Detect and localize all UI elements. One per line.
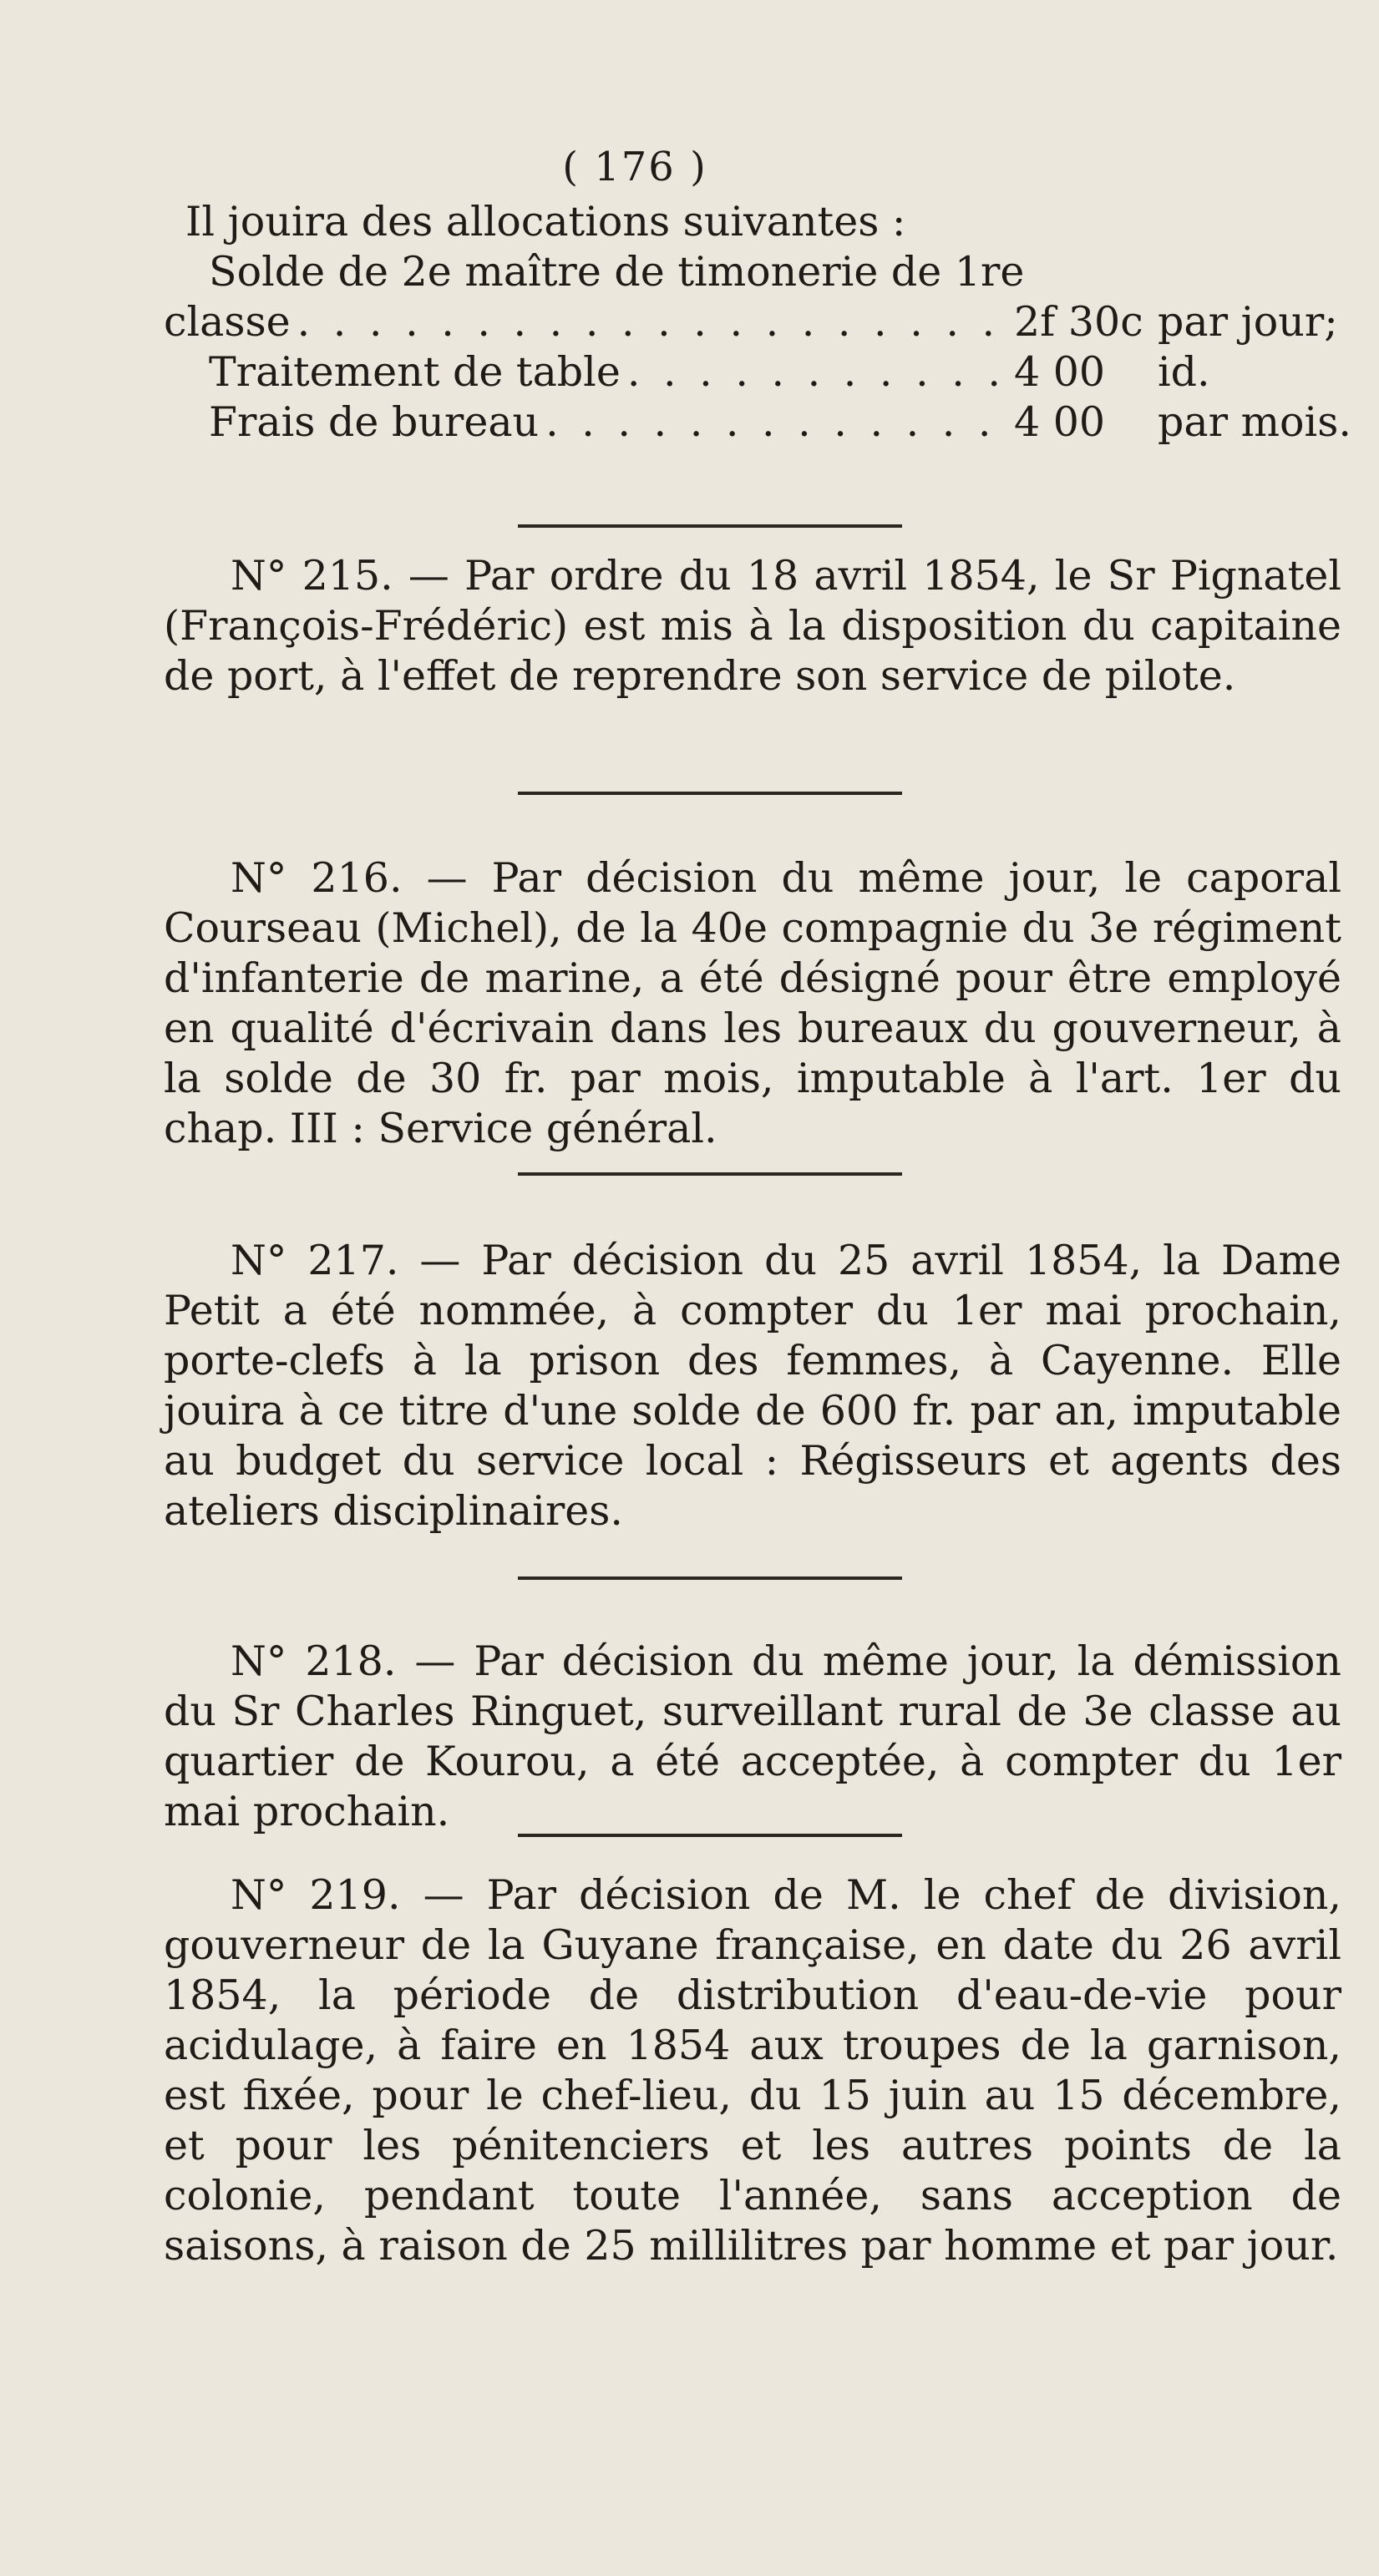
entry-paragraph [164,1870,1341,2271]
entry-number: N° 217. [231,1237,399,1284]
page-number: ( 176 ) [562,144,707,190]
allocation-label: Solde de 2e maître de timonerie de 1re [209,248,1025,296]
section-divider [518,524,902,528]
entry-number: N° 215. [231,552,393,600]
allocation-unit: par mois. [1158,398,1351,446]
allocation-amount: 2f 30c [1014,298,1143,346]
entry-number: N° 218. [231,1637,397,1685]
allocation-row-label-line [164,247,1341,297]
allocation-label: Traitement de table [209,348,621,396]
entry-paragraph [164,1637,1341,1837]
allocation-label: classe [164,298,291,346]
leader-dots [545,397,1007,448]
entry-paragraph [164,853,1341,1154]
entry-text: — Par décision du même jour, le caporal Courseau (Michel), de la 40e compagnie du 3e régiment d'infanterie de marine, a été désigné pour être employé en qualité d'écrivain dans les bureaux du gouverneur, à la solde de 30 fr. par mois, imputable à l'art. 1er du chap. III : Service général. [164,854,1341,1152]
allocation-unit: id. [1158,348,1210,396]
entry-text: — Par ordre du 18 avril 1854, le Sr Pignatel (François-Frédéric) est mis à la disposition du capitaine de port, à l'effet de reprendre son service de pilote. [164,552,1341,700]
entry-text: — Par décision du même jour, la démission du Sr Charles Ringuet, surveillant rural de 3e classe au quartier de Kourou, a été acceptée, à compter du 1er mai prochain. [164,1637,1341,1835]
allocation-amount: 4 00 [1014,348,1106,396]
allocations-section [164,197,1351,448]
entry-paragraph [164,1236,1341,1536]
entry-215 [164,551,1341,701]
allocation-label: Frais de bureau [209,398,540,446]
entry-text: — Par décision du 25 avril 1854, la Dame Petit a été nommée, à compter du 1er mai prochain, porte-clefs à la prison des femmes, à Cayenne. Elle jouira à ce titre d'une solde de 600 fr. par an, imputable au budget du service local : Régisseurs et agents des ateliers disciplinaires. [164,1237,1341,1535]
entry-number: N° 219. [231,1871,401,1919]
allocation-unit: par jour; [1158,298,1338,346]
leader-dots [627,347,1007,397]
allocations-lead: Il jouira des allocations suivantes : [185,198,906,245]
leader-dots [297,297,1007,347]
allocation-row [164,397,1351,448]
allocation-amount: 4 00 [1014,398,1106,446]
entry-paragraph [164,551,1341,701]
entry-number: N° 216. [231,854,403,902]
section-divider [518,1576,902,1580]
entry-219 [164,1870,1341,2271]
allocation-row [164,297,1341,347]
section-divider [518,1834,902,1837]
section-divider [518,1172,902,1176]
allocation-row [164,347,1341,397]
entry-text: — Par décision de M. le chef de division, gouverneur de la Guyane française, en date du 26 avril 1854, la période de distribution d'eau-de-vie pour acidulage, à faire en 1854 aux troupes de la garnison, est fixée, pour le chef-lieu, du 15 juin au 15 décembre, et pour les pénitenciers et les autres points de la colonie, pendant toute l'année, sans acception de saisons, à raison de 25 millilitres par homme et par jour. [164,1871,1341,2270]
section-divider [518,792,902,795]
entry-217 [164,1236,1341,1536]
entry-218 [164,1637,1341,1837]
entry-216 [164,853,1341,1154]
